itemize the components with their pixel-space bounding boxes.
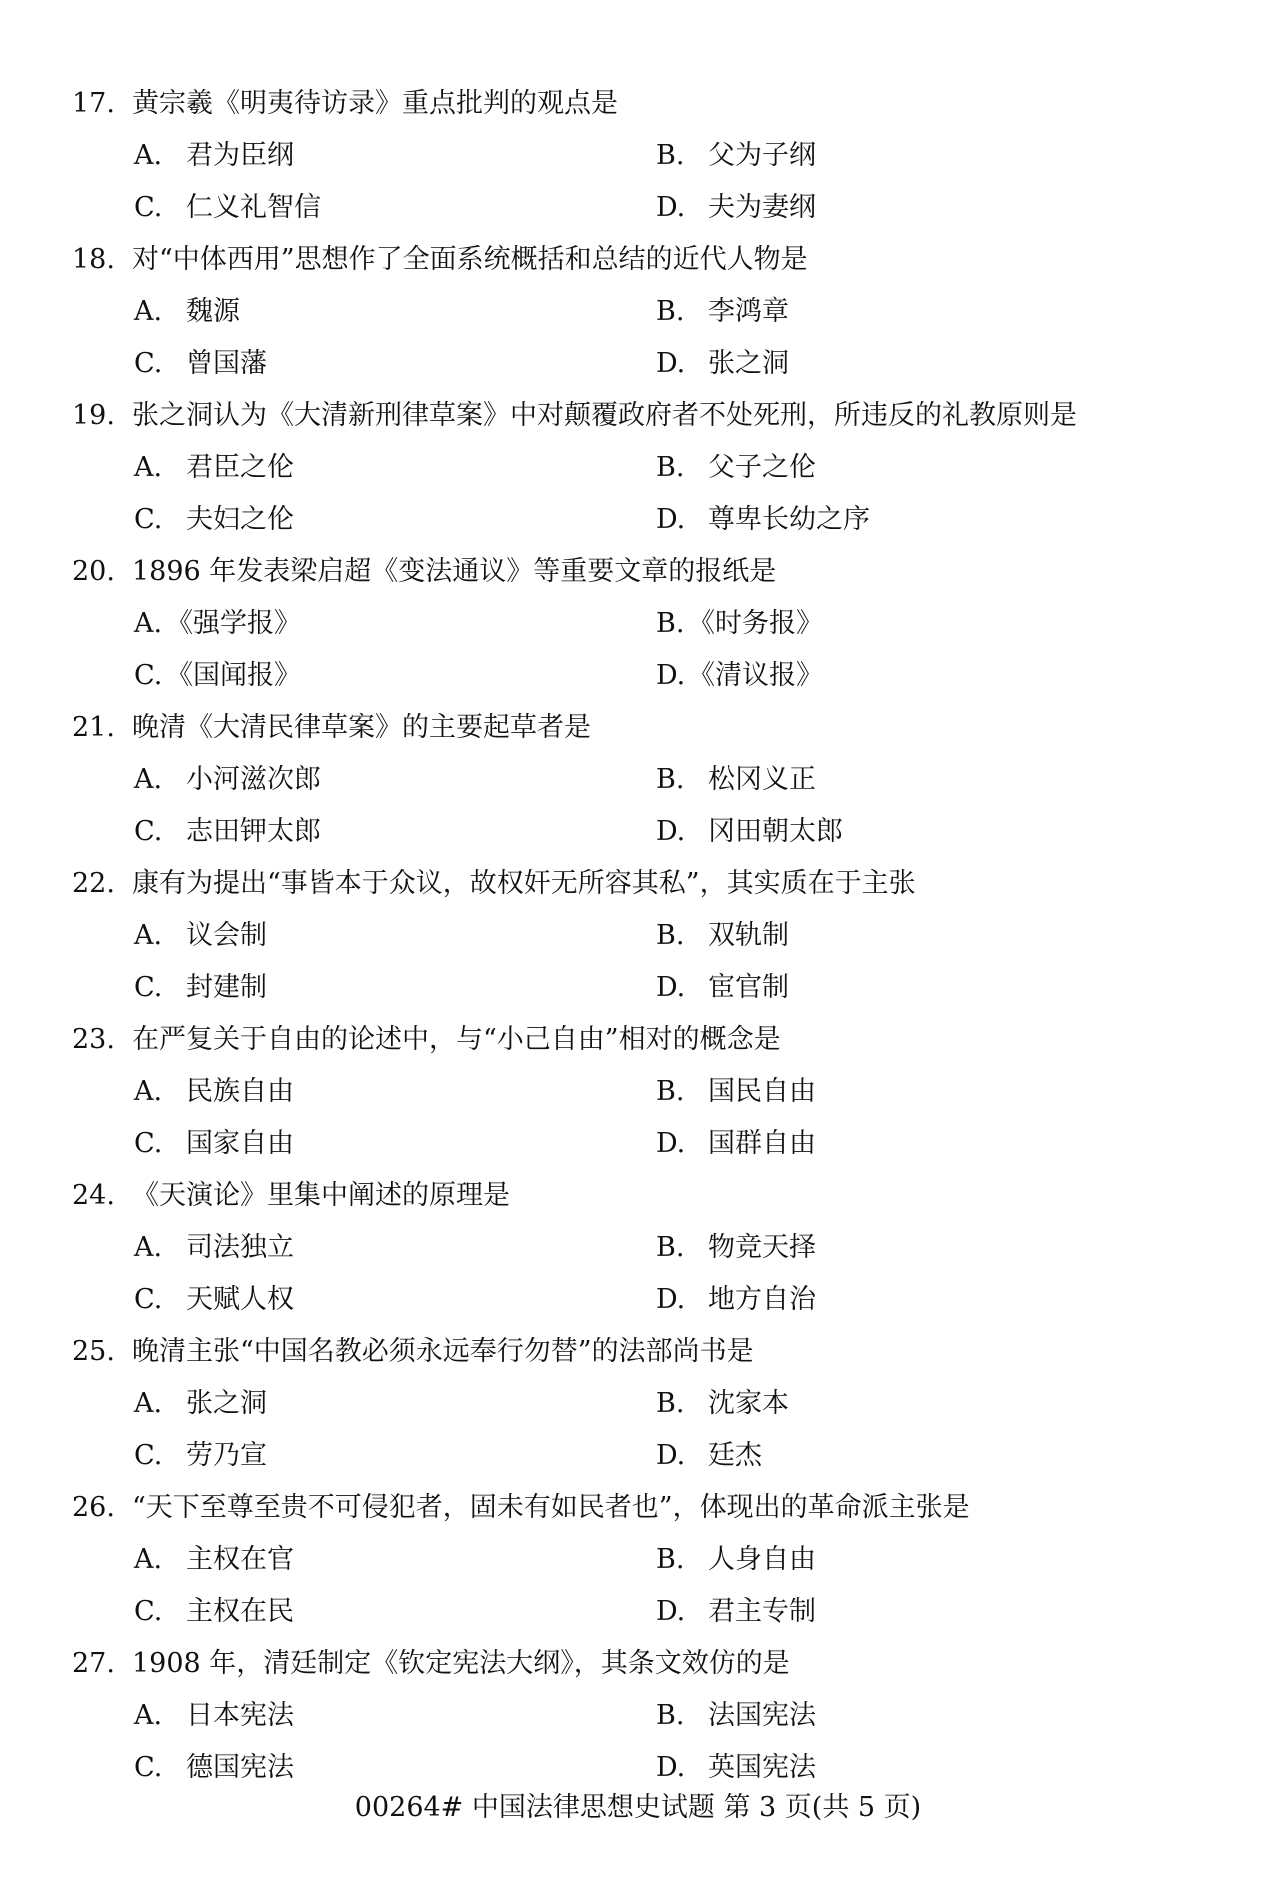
option-text: 《清议报》 [688,660,823,691]
option-b [656,1534,816,1586]
option-row [72,910,1216,962]
option-letter: A. [134,920,163,951]
option-letter: D. [656,504,686,535]
question-number: 21. [72,712,115,743]
question-line [72,1326,1216,1378]
option-row [72,1430,1216,1482]
option-text: 仁义礼智信 [186,192,321,223]
option-letter: B. [656,1700,685,1731]
option-b [656,286,789,338]
question-27 [72,1638,1216,1794]
option-a [72,1534,656,1586]
page-footer: 00264# 中国法律思想史试题 第 3 页(共 5 页) [354,1792,922,1823]
option-text: 君臣之伦 [186,452,294,483]
option-letter: A. [134,1076,163,1107]
option-d [656,182,816,234]
option-text: 君主专制 [708,1596,816,1627]
option-d [656,1430,762,1482]
question-18 [72,234,1216,390]
question-stem: 晚清主张“中国名教必须永远奉行勿替”的法部尚书是 [132,1336,754,1367]
question-line [72,1638,1216,1690]
question-stem: 康有为提出“事皆本于众议，故权奸无所容其私”，其实质在于主张 [132,868,916,899]
option-letter: A. [134,1388,163,1419]
option-row [72,1742,1216,1794]
option-b [656,598,823,650]
option-text: 《时务报》 [688,608,823,639]
option-letter: A. [134,1700,163,1731]
option-row [72,1066,1216,1118]
option-letter: B. [656,1544,685,1575]
option-text: 李鸿章 [708,296,789,327]
question-stem: 对“中体西用”思想作了全面系统概括和总结的近代人物是 [132,244,808,275]
option-row [72,962,1216,1014]
option-text: 封建制 [186,972,267,1003]
option-row [72,1534,1216,1586]
question-19 [72,390,1216,546]
option-text: 尊卑长幼之序 [708,504,870,535]
option-a [72,442,656,494]
option-text: 沈家本 [708,1388,789,1419]
option-letter: B. [656,608,685,639]
option-letter: A. [134,452,163,483]
question-line [72,1170,1216,1222]
option-letter: A. [134,608,163,639]
option-letter: C. [134,192,163,223]
question-stem: 晚清《大清民律草案》的主要起草者是 [132,712,591,743]
option-row [72,442,1216,494]
option-letter: C. [134,660,163,691]
option-d [656,494,870,546]
option-letter: C. [134,348,163,379]
question-23 [72,1014,1216,1170]
option-letter: B. [656,1388,685,1419]
option-a [72,910,656,962]
option-row [72,598,1216,650]
option-letter: A. [134,1544,163,1575]
question-line [72,78,1216,130]
option-letter: C. [134,504,163,535]
option-text: 法国宪法 [708,1700,816,1731]
option-letter: C. [134,1596,163,1627]
option-row [72,650,1216,702]
question-line [72,1014,1216,1066]
option-letter: A. [134,764,163,795]
option-text: 魏源 [186,296,240,327]
question-stem: 张之洞认为《大清新刑律草案》中对颠覆政府者不处死刑，所违反的礼教原则是 [132,400,1077,431]
option-text: 张之洞 [708,348,789,379]
question-stem: 在严复关于自由的论述中，与“小己自由”相对的概念是 [132,1024,781,1055]
question-20 [72,546,1216,702]
option-letter: D. [656,1440,686,1471]
option-letter: D. [656,192,686,223]
option-row [72,494,1216,546]
question-number: 23. [72,1024,115,1055]
question-26 [72,1482,1216,1638]
option-text: 主权在官 [186,1544,294,1575]
option-row [72,1586,1216,1638]
option-letter: C. [134,816,163,847]
option-letter: B. [656,296,685,327]
option-a [72,130,656,182]
question-stem: 黄宗羲《明夷待访录》重点批判的观点是 [132,88,618,119]
option-text: 《强学报》 [166,608,301,639]
option-d [656,1742,816,1794]
option-a [72,754,656,806]
option-a [72,1222,656,1274]
question-line [72,1482,1216,1534]
option-d [656,338,789,390]
option-a [72,1066,656,1118]
option-b [656,1690,816,1742]
option-row [72,130,1216,182]
question-21 [72,702,1216,858]
option-b [656,442,816,494]
option-text: 父子之伦 [708,452,816,483]
question-line [72,702,1216,754]
option-b [656,130,816,182]
option-row [72,1222,1216,1274]
option-letter: C. [134,1128,163,1159]
question-line [72,858,1216,910]
question-number: 24. [72,1180,115,1211]
option-text: 国家自由 [186,1128,294,1159]
option-text: 曾国藩 [186,348,267,379]
question-line [72,390,1216,442]
option-text: 志田钾太郎 [186,816,321,847]
option-b [656,754,816,806]
option-letter: A. [134,296,163,327]
question-22 [72,858,1216,1014]
option-text: 德国宪法 [186,1752,294,1783]
question-line [72,234,1216,286]
option-c [72,806,656,858]
option-a [72,598,656,650]
option-letter: B. [656,452,685,483]
option-row [72,754,1216,806]
question-number: 27. [72,1648,115,1679]
option-c [72,1430,656,1482]
option-letter: C. [134,972,163,1003]
option-text: 国群自由 [708,1128,816,1159]
option-text: 地方自治 [708,1284,816,1315]
option-letter: B. [656,764,685,795]
option-letter: A. [134,140,163,171]
option-d [656,650,823,702]
option-a [72,1690,656,1742]
option-text: 张之洞 [186,1388,267,1419]
option-b [656,1066,816,1118]
option-row [72,1690,1216,1742]
option-c [72,1118,656,1170]
option-row [72,182,1216,234]
option-text: 冈田朝太郎 [708,816,843,847]
option-a [72,286,656,338]
option-letter: D. [656,1752,686,1783]
question-25 [72,1326,1216,1482]
question-stem: 《天演论》里集中阐述的原理是 [132,1180,510,1211]
option-letter: B. [656,1232,685,1263]
option-d [656,1118,816,1170]
option-text: 父为子纲 [708,140,816,171]
option-text: 宦官制 [708,972,789,1003]
option-text: 廷杰 [708,1440,762,1471]
option-text: 夫妇之伦 [186,504,294,535]
option-c [72,962,656,1014]
option-letter: D. [656,660,686,691]
question-number: 17. [72,88,115,119]
option-text: 夫为妻纲 [708,192,816,223]
question-stem: 1908 年，清廷制定《钦定宪法大纲》，其条文效仿的是 [132,1648,790,1679]
option-letter: D. [656,972,686,1003]
option-row [72,338,1216,390]
question-number: 25. [72,1336,115,1367]
option-text: 主权在民 [186,1596,294,1627]
question-stem: 1896 年发表梁启超《变法通议》等重要文章的报纸是 [132,556,777,587]
option-text: 司法独立 [186,1232,294,1263]
option-letter: C. [134,1284,163,1315]
option-b [656,910,789,962]
option-text: 劳乃宣 [186,1440,267,1471]
question-number: 22. [72,868,115,899]
question-17 [72,78,1216,234]
option-text: 人身自由 [708,1544,816,1575]
option-text: 国民自由 [708,1076,816,1107]
option-letter: C. [134,1752,163,1783]
option-row [72,1118,1216,1170]
option-c [72,338,656,390]
option-d [656,1586,816,1638]
question-24 [72,1170,1216,1326]
option-text: 物竞天择 [708,1232,816,1263]
option-c [72,1586,656,1638]
option-letter: C. [134,1440,163,1471]
option-d [656,962,789,1014]
option-d [656,1274,816,1326]
option-letter: B. [656,140,685,171]
option-text: 议会制 [186,920,267,951]
question-number: 26. [72,1492,115,1523]
option-text: 松冈义正 [708,764,816,795]
option-row [72,286,1216,338]
option-text: 双轨制 [708,920,789,951]
option-text: 民族自由 [186,1076,294,1107]
option-c [72,650,656,702]
option-text: 《国闻报》 [166,660,301,691]
option-text: 天赋人权 [186,1284,294,1315]
option-letter: B. [656,920,685,951]
option-letter: D. [656,1596,686,1627]
question-number: 19. [72,400,115,431]
option-letter: B. [656,1076,685,1107]
option-a [72,1378,656,1430]
question-number: 20. [72,556,115,587]
option-text: 君为臣纲 [186,140,294,171]
option-text: 小河滋次郎 [186,764,321,795]
option-b [656,1222,816,1274]
question-line [72,546,1216,598]
option-c [72,494,656,546]
option-text: 英国宪法 [708,1752,816,1783]
question-stem: “天下至尊至贵不可侵犯者，固未有如民者也”，体现出的革命派主张是 [132,1492,970,1523]
option-row [72,1378,1216,1430]
option-c [72,182,656,234]
option-row [72,806,1216,858]
option-letter: D. [656,816,686,847]
option-letter: D. [656,1284,686,1315]
option-c [72,1274,656,1326]
question-number: 18. [72,244,115,275]
option-c [72,1742,656,1794]
option-letter: D. [656,1128,686,1159]
option-row [72,1274,1216,1326]
option-text: 日本宪法 [186,1700,294,1731]
option-letter: A. [134,1232,163,1263]
option-d [656,806,843,858]
option-letter: D. [656,348,686,379]
option-b [656,1378,789,1430]
